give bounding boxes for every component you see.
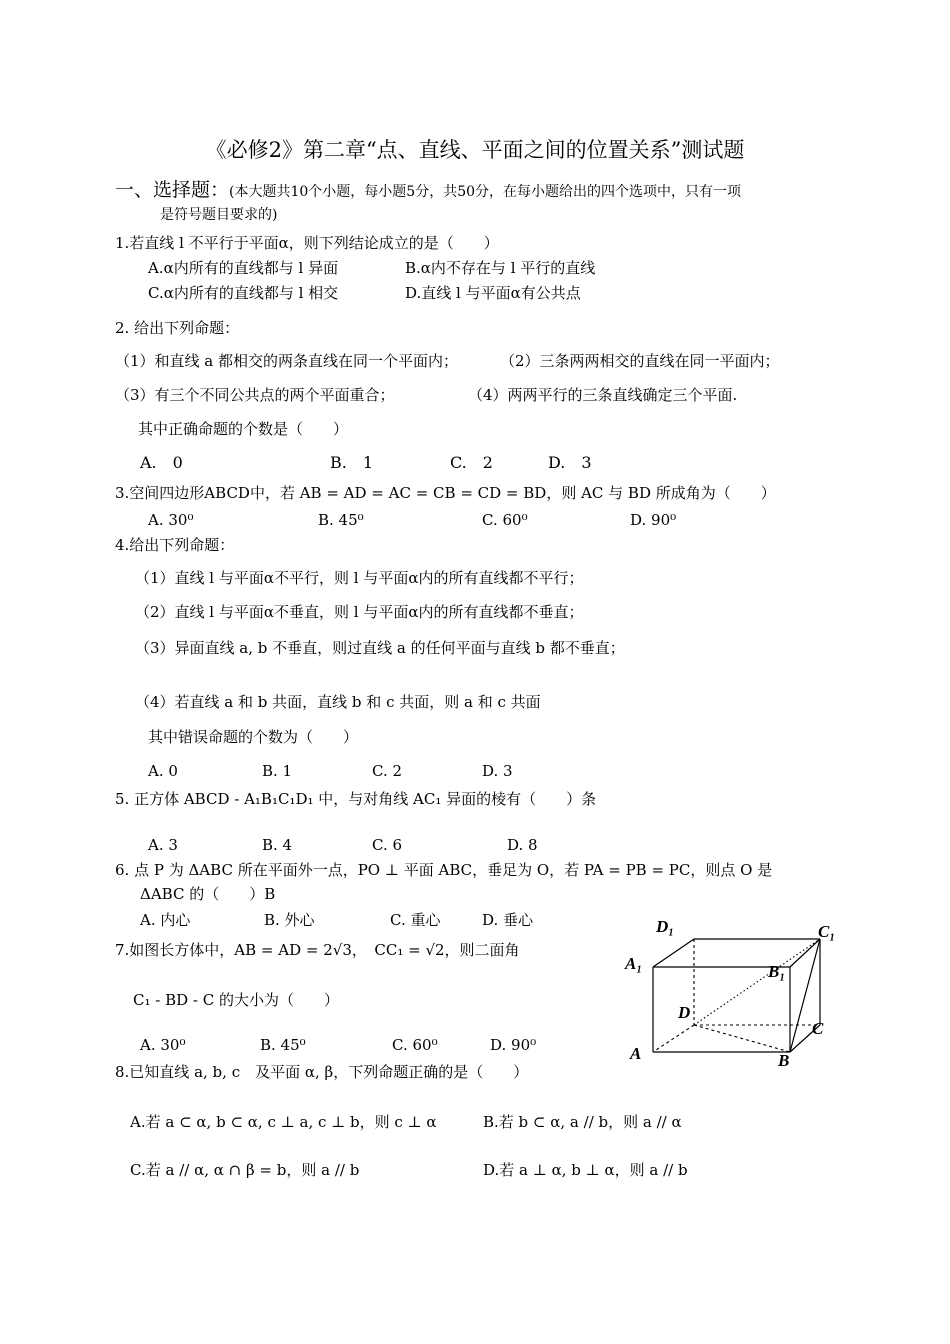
q4-option-c: C. 2 [372, 762, 403, 780]
q5-option-a: A. 3 [148, 836, 178, 854]
q8-option-a: A.若 a ⊂ α, b ⊂ α, c ⊥ a, c ⊥ b，则 c ⊥ α [130, 1113, 437, 1131]
q2-proposition-4: （4）两两平行的三条直线确定三个平面. [468, 386, 738, 404]
q2-proposition-1: （1）和直线 a 都相交的两条直线在同一个平面内； [115, 352, 459, 370]
q5-option-d: D. 8 [507, 836, 538, 854]
question-6-stem-cont: ΔABC 的（ ）B [140, 885, 276, 903]
q3-option-c: C. 60⁰ [482, 511, 528, 529]
q2-option-a: A. 0 [140, 453, 183, 472]
q1-option-d: D.直线 l 与平面α有公共点 [405, 284, 581, 302]
section-note: (本大题共10个小题，每小题5分，共50分，在每小题给出的四个选项中，只有一项 [229, 184, 742, 200]
label-a1: A₁ [625, 954, 643, 973]
q3-option-d: D. 90⁰ [630, 511, 677, 529]
question-7-stem: 7.如图长方体中，AB = AD = 2√3， CC₁ = √2，则二面角 [115, 941, 520, 959]
q6-option-d: D. 垂心 [482, 911, 534, 929]
q1-option-c: C.α内所有的直线都与 l 相交 [148, 284, 339, 302]
q2-option-d: D. 3 [548, 453, 592, 472]
q7-option-d: D. 90⁰ [490, 1036, 537, 1054]
label-d1: D₁ [656, 917, 675, 936]
q4-proposition-4: （4）若直线 a 和 b 共面，直线 b 和 c 共面，则 a 和 c 共面 [135, 693, 541, 711]
section-note-cont: 是符号题目要求的) [160, 207, 278, 223]
question-1-stem: 1.若直线 l 不平行于平面α，则下列结论成立的是（ ） [115, 234, 499, 252]
q2-ask: 其中正确命题的个数是（ ） [138, 420, 349, 438]
q7-option-b: B. 45⁰ [260, 1036, 306, 1054]
label-b1: B₁ [768, 962, 786, 981]
section-heading: 一、选择题： [115, 179, 230, 201]
q6-option-b: B. 外心 [264, 911, 315, 929]
page-title: 《必修2》第二章“点、直线、平面之间的位置关系”测试题 [205, 138, 745, 162]
q4-option-b: B. 1 [262, 762, 293, 780]
question-3-stem: 3.空间四边形ABCD中，若 AB = AD = AC = CB = CD = BD，则 AC 与 BD 所成角为（ ） [115, 484, 776, 502]
q4-proposition-3: （3）异面直线 a, b 不垂直，则过直线 a 的任何平面与直线 b 都不垂直； [135, 639, 625, 657]
label-d: D [678, 1003, 691, 1022]
q6-option-c: C. 重心 [390, 911, 441, 929]
label-b: B [778, 1051, 790, 1070]
q2-proposition-3: （3）有三个不同公共点的两个平面重合； [115, 386, 395, 404]
q6-option-a: A. 内心 [140, 911, 191, 929]
label-c: C [812, 1019, 824, 1038]
box-figure [620, 912, 850, 1072]
q8-option-c: C.若 a // α, α ∩ β = b，则 a // b [130, 1161, 360, 1179]
question-2-stem: 2. 给出下列命题： [115, 319, 240, 337]
question-4-stem: 4.给出下列命题： [115, 536, 235, 554]
label-c1: C₁ [818, 922, 836, 941]
q1-option-a: A.α内所有的直线都与 l 异面 [148, 259, 339, 277]
question-7-stem-cont: C₁ - BD - C 的大小为（ ） [133, 991, 339, 1009]
q4-option-d: D. 3 [482, 762, 513, 780]
question-6-stem: 6. 点 P 为 ΔABC 所在平面外一点，PO ⊥ 平面 ABC，垂足为 O，若 PA = PB = PC，则点 O 是 [115, 861, 773, 879]
q7-option-a: A. 30⁰ [140, 1036, 186, 1054]
question-5-stem: 5. 正方体 ABCD - A₁B₁C₁D₁ 中，与对角线 AC₁ 异面的棱有（ ）条 [115, 790, 597, 808]
q7-option-c: C. 60⁰ [392, 1036, 438, 1054]
q2-option-b: B. 1 [330, 453, 374, 472]
q4-option-a: A. 0 [148, 762, 178, 780]
edge-d1-a1 [653, 939, 694, 967]
q4-proposition-2: （2）直线 l 与平面α不垂直，则 l 与平面α内的所有直线都不垂直； [135, 603, 584, 621]
q3-option-b: B. 45⁰ [318, 511, 364, 529]
label-a: A [630, 1044, 642, 1063]
q5-option-c: C. 6 [372, 836, 403, 854]
q4-ask: 其中错误命题的个数为（ ） [148, 728, 359, 746]
q8-option-b: B.若 b ⊂ α, a // b，则 a // α [483, 1113, 682, 1131]
hidden-edge-d-a [653, 1025, 694, 1052]
question-8-stem: 8.已知直线 a, b, c 及平面 α, β，下列命题正确的是（ ） [115, 1063, 529, 1081]
section-heading-row [115, 180, 741, 202]
q8-option-d: D.若 a ⊥ α, b ⊥ α，则 a // b [483, 1161, 688, 1179]
q2-proposition-2: （2）三条两两相交的直线在同一平面内； [500, 352, 780, 370]
hidden-segment-d-b [694, 1025, 790, 1052]
q3-option-a: A. 30⁰ [148, 511, 194, 529]
q1-option-b: B.α内不存在与 l 平行的直线 [405, 259, 596, 277]
edge-b1-c1 [790, 939, 820, 967]
q5-option-b: B. 4 [262, 836, 293, 854]
q4-proposition-1: （1）直线 l 与平面α不平行，则 l 与平面α内的所有直线都不平行； [135, 569, 584, 587]
q2-option-c: C. 2 [450, 453, 493, 472]
